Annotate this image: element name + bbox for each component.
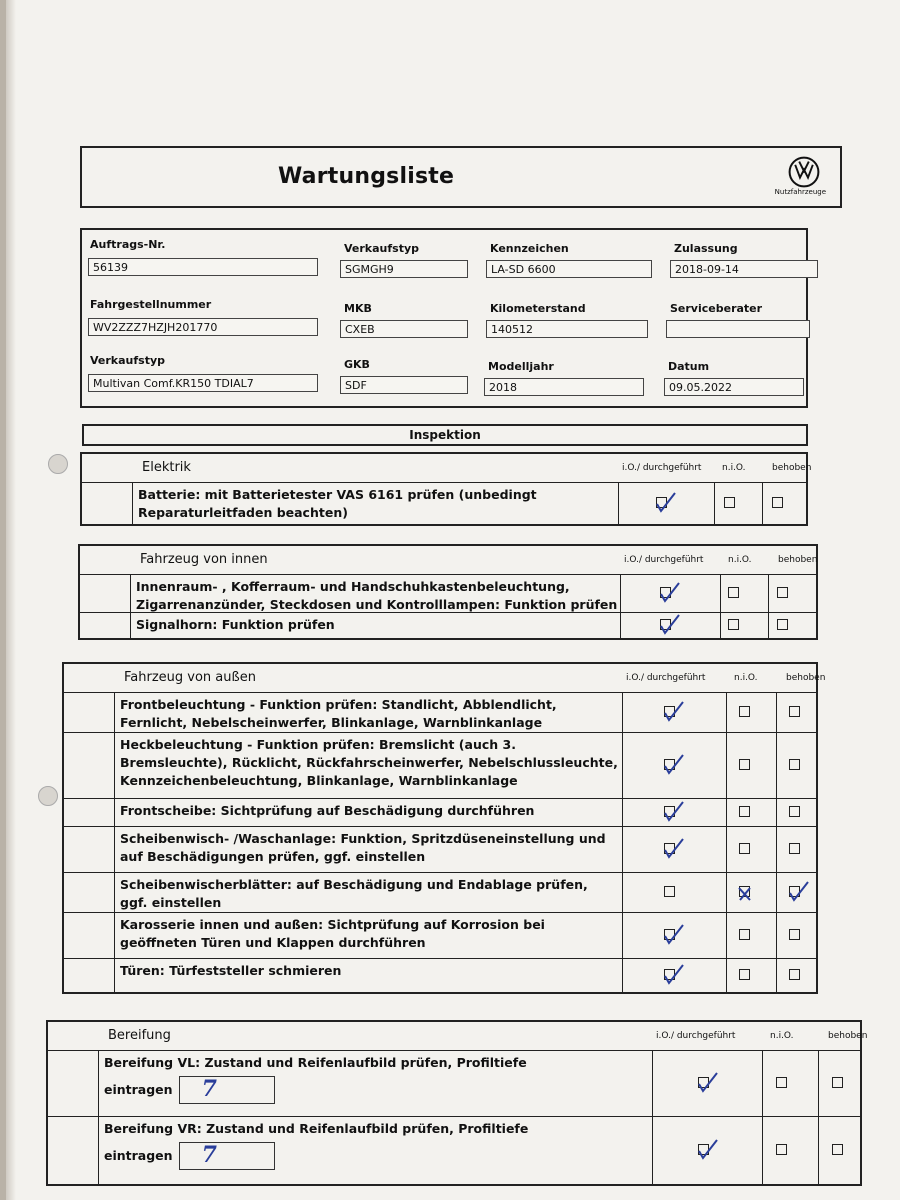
- task-line: Fernlicht, Nebelscheinwerfer, Blinkanlage, Warnblinkanlage: [120, 715, 543, 730]
- task-line: Signalhorn: Funktion prüfen: [136, 617, 335, 632]
- column-header-behoben: behoben: [786, 673, 826, 683]
- task-line: Kennzeichenbeleuchtung, Blinkanlage, Warnblinkanlage: [120, 773, 518, 788]
- checklist-row: [48, 1116, 860, 1184]
- checkbox-io[interactable]: [664, 886, 675, 897]
- task-line-label: eintragen: [104, 1148, 173, 1163]
- checkbox-nio[interactable]: [739, 969, 750, 980]
- task-description: [120, 962, 341, 980]
- task-line: Türen: Türfeststeller schmieren: [120, 963, 342, 978]
- task-description: [104, 1054, 527, 1104]
- column-divider: [622, 872, 623, 912]
- task-line: Frontbeleuchtung - Funktion prüfen: Standlicht, Abblendlicht,: [120, 697, 557, 712]
- column-divider: [776, 958, 777, 992]
- task-line: Zigarrenanzünder, Steckdosen und Kontrolllampen: Funktion prüfen: [136, 597, 618, 612]
- column-divider: [622, 692, 623, 732]
- checkbox-behoben[interactable]: [777, 619, 788, 630]
- vehicle-info-block: [80, 228, 808, 408]
- inspektion-header: Inspektion: [82, 424, 808, 446]
- section-title: Bereifung: [108, 1028, 171, 1043]
- kennzeichen-field: LA-SD 6600: [486, 260, 652, 278]
- checklist-row: [64, 692, 816, 733]
- checklist-row: [48, 1050, 860, 1117]
- checkmark-icon: [661, 921, 689, 945]
- kilometerstand-label: Kilometerstand: [490, 302, 586, 315]
- task-line: Frontscheibe: Sichtprüfung auf Beschädigung durchführen: [120, 803, 535, 818]
- checklist-section: [80, 452, 812, 526]
- checkbox-io[interactable]: [698, 1144, 709, 1155]
- checkbox-behoben[interactable]: [777, 587, 788, 598]
- kilometerstand-field: 140512: [486, 320, 648, 338]
- vw-logo-icon: [788, 156, 820, 188]
- checkbox-behoben[interactable]: [789, 806, 800, 817]
- task-line: Karosserie innen und außen: Sichtprüfung auf Korrosion bei: [120, 917, 545, 932]
- column-divider: [762, 1116, 763, 1184]
- datum-label: Datum: [668, 360, 710, 373]
- checkbox-behoben[interactable]: [832, 1077, 843, 1088]
- mkb-label: MKB: [344, 302, 372, 315]
- column-divider: [768, 612, 769, 638]
- checkbox-nio[interactable]: [739, 886, 750, 897]
- column-divider: [726, 732, 727, 798]
- checkbox-behoben[interactable]: [789, 706, 800, 717]
- checkmark-icon: [657, 611, 685, 635]
- auftrags-nr-field: 56139: [88, 258, 318, 276]
- checkbox-behoben[interactable]: [832, 1144, 843, 1155]
- profiltiefe-entry[interactable]: 7: [179, 1076, 275, 1104]
- checklist-row: [64, 826, 816, 873]
- column-divider: [622, 826, 623, 872]
- modelljahr-field: 2018: [484, 378, 644, 396]
- verkaufstyp-label: Verkaufstyp: [344, 242, 420, 255]
- column-divider: [776, 826, 777, 872]
- column-divider: [622, 912, 623, 958]
- document-header: [80, 146, 842, 208]
- row-margin-line: [114, 872, 115, 912]
- punch-hole: [48, 454, 68, 474]
- task-description: [120, 802, 534, 820]
- document-page: [6, 0, 900, 1200]
- checklist-section: [78, 544, 818, 640]
- task-line: [104, 1142, 528, 1170]
- column-header-io: i.O./ durchgeführt: [622, 463, 702, 473]
- checkmark-icon: [661, 698, 689, 722]
- column-divider: [622, 798, 623, 826]
- checkmark-icon: [661, 751, 689, 775]
- column-divider: [622, 958, 623, 992]
- task-line: Batterie: mit Batterietester VAS 6161 prüfen (unbedingt: [138, 487, 537, 502]
- mkb-field: CXEB: [340, 320, 468, 338]
- serviceberater-field: [666, 320, 810, 338]
- zulassung-label: Zulassung: [674, 242, 738, 255]
- row-margin-line: [132, 482, 133, 524]
- task-line: geöffneten Türen und Klappen durchführen: [120, 935, 426, 950]
- task-line: Bereifung VL: Zustand und Reifenlaufbild prüfen, Profiltiefe: [104, 1055, 527, 1070]
- column-divider: [776, 872, 777, 912]
- column-header-behoben: behoben: [772, 463, 812, 473]
- column-divider: [776, 798, 777, 826]
- row-margin-line: [114, 732, 115, 798]
- section-title: Elektrik: [142, 460, 191, 475]
- task-description: [120, 696, 557, 732]
- column-header-io: i.O./ durchgeführt: [656, 1031, 736, 1041]
- task-line: auf Beschädigungen prüfen, ggf. einstellen: [120, 849, 426, 864]
- column-divider: [620, 612, 621, 638]
- column-divider: [776, 692, 777, 732]
- column-divider: [768, 574, 769, 612]
- task-line: [104, 1076, 527, 1104]
- task-description: [120, 736, 618, 790]
- column-divider: [762, 1050, 763, 1116]
- fahrgestellnummer-label: Fahrgestellnummer: [90, 298, 212, 311]
- task-line: Innenraum- , Kofferraum- und Handschuhkastenbeleuchtung,: [136, 579, 570, 594]
- checkmark-icon: [661, 835, 689, 859]
- column-divider: [620, 574, 621, 612]
- checklist-row: [64, 958, 816, 992]
- task-description: [120, 830, 606, 866]
- checkbox-behoben[interactable]: [789, 843, 800, 854]
- row-margin-line: [114, 826, 115, 872]
- checkbox-nio[interactable]: [739, 929, 750, 940]
- row-margin-line: [114, 798, 115, 826]
- checkbox-nio[interactable]: [739, 843, 750, 854]
- task-line: Heckbeleuchtung - Funktion prüfen: Bremslicht (auch 3.: [120, 737, 516, 752]
- checkbox-behoben[interactable]: [772, 497, 783, 508]
- section-header: [82, 454, 812, 483]
- column-header-nio: n.i.O.: [728, 555, 752, 565]
- checkbox-nio[interactable]: [776, 1077, 787, 1088]
- column-divider: [776, 732, 777, 798]
- checkbox-io[interactable]: [664, 843, 675, 854]
- checkbox-nio[interactable]: [776, 1144, 787, 1155]
- checkbox-io[interactable]: [656, 497, 667, 508]
- checkmark-icon: [661, 961, 689, 985]
- checklist-row: [64, 872, 816, 913]
- row-margin-line: [114, 912, 115, 958]
- row-margin-line: [114, 692, 115, 732]
- serviceberater-label: Serviceberater: [670, 302, 763, 315]
- section-header: [64, 664, 826, 693]
- checkmark-icon: [657, 579, 685, 603]
- gkb-label: GKB: [344, 358, 370, 371]
- task-description: [138, 486, 537, 522]
- column-divider: [714, 482, 715, 524]
- zulassung-field: 2018-09-14: [670, 260, 818, 278]
- checkmark-icon: [786, 878, 814, 902]
- document-title: Wartungsliste: [278, 164, 455, 189]
- column-header-behoben: behoben: [778, 555, 818, 565]
- task-line: Reparaturleitfaden beachten): [138, 505, 348, 520]
- task-description: [120, 916, 545, 952]
- column-divider: [726, 826, 727, 872]
- checklist-row: [82, 482, 806, 524]
- checkbox-behoben[interactable]: [789, 969, 800, 980]
- checkmark-icon: [653, 489, 681, 513]
- verkaufstyp-field: SGMGH9: [340, 260, 468, 278]
- task-line: Bremsleuchte), Rücklicht, Rückfahrscheinwerfer, Nebelschlussleuchte,: [120, 755, 618, 770]
- column-divider: [726, 958, 727, 992]
- task-description: [136, 616, 335, 634]
- checkbox-nio[interactable]: [724, 497, 735, 508]
- column-divider: [622, 732, 623, 798]
- checklist-section: [62, 662, 826, 994]
- checkbox-io[interactable]: [660, 587, 671, 598]
- checkbox-io[interactable]: [664, 969, 675, 980]
- checkbox-behoben[interactable]: [789, 929, 800, 940]
- checkbox-nio[interactable]: [739, 706, 750, 717]
- column-divider: [652, 1050, 653, 1116]
- checkmark-icon: [661, 798, 689, 822]
- checklist-section: [46, 1020, 868, 1186]
- section-header: [80, 546, 816, 575]
- column-header-nio: n.i.O.: [722, 463, 746, 473]
- row-margin-line: [98, 1050, 99, 1116]
- checkbox-io[interactable]: [664, 929, 675, 940]
- checkbox-nio[interactable]: [728, 619, 739, 630]
- checkbox-io[interactable]: [664, 759, 675, 770]
- column-divider: [618, 482, 619, 524]
- checklist-row: [64, 798, 816, 827]
- task-description: [104, 1120, 528, 1170]
- row-margin-line: [98, 1116, 99, 1184]
- checklist-row: [64, 732, 816, 799]
- column-header-nio: n.i.O.: [770, 1031, 794, 1041]
- gkb-field: SDF: [340, 376, 468, 394]
- datum-field: 09.05.2022: [664, 378, 804, 396]
- kennzeichen-label: Kennzeichen: [490, 242, 569, 255]
- task-description: [136, 578, 617, 614]
- column-divider: [726, 692, 727, 732]
- checkbox-nio[interactable]: [728, 587, 739, 598]
- modelljahr-label: Modelljahr: [488, 360, 554, 373]
- task-line: ggf. einstellen: [120, 895, 222, 910]
- row-margin-line: [130, 612, 131, 638]
- row-margin-line: [130, 574, 131, 612]
- checklist-row: [80, 612, 816, 638]
- checkbox-nio[interactable]: [739, 806, 750, 817]
- column-divider: [726, 912, 727, 958]
- checkbox-nio[interactable]: [739, 759, 750, 770]
- task-line-label: eintragen: [104, 1082, 173, 1097]
- column-divider: [720, 612, 721, 638]
- checkmark-icon: [695, 1136, 723, 1160]
- checkbox-behoben[interactable]: [789, 759, 800, 770]
- checkmark-icon: [736, 878, 764, 902]
- page-edge: [6, 0, 16, 1200]
- brand-subtitle: Nutzfahrzeuge: [774, 188, 826, 196]
- column-divider: [762, 482, 763, 524]
- fahrgestellnummer-field: WV2ZZZ7HZJH201770: [88, 318, 318, 336]
- verkaufstyp-label: Verkaufstyp: [90, 354, 166, 367]
- column-header-nio: n.i.O.: [734, 673, 758, 683]
- column-divider: [818, 1050, 819, 1116]
- column-header-io: i.O./ durchgeführt: [624, 555, 704, 565]
- task-line: Bereifung VR: Zustand und Reifenlaufbild prüfen, Profiltiefe: [104, 1121, 529, 1136]
- row-margin-line: [114, 958, 115, 992]
- task-description: [120, 876, 588, 912]
- profiltiefe-entry[interactable]: 7: [179, 1142, 275, 1170]
- checkbox-io[interactable]: [660, 619, 671, 630]
- checkbox-io[interactable]: [698, 1077, 709, 1088]
- column-divider: [818, 1116, 819, 1184]
- column-divider: [726, 798, 727, 826]
- punch-hole: [38, 786, 58, 806]
- checkbox-behoben[interactable]: [789, 886, 800, 897]
- checkbox-io[interactable]: [664, 706, 675, 717]
- column-divider: [776, 912, 777, 958]
- auftrags-nr-label: Auftrags-Nr.: [90, 238, 166, 251]
- task-line: Scheibenwischerblätter: auf Beschädigung und Endablage prüfen,: [120, 877, 588, 892]
- verkaufstyp-field: Multivan Comf.KR150 TDIAL7: [88, 374, 318, 392]
- checklist-row: [64, 912, 816, 959]
- section-header: [48, 1022, 868, 1051]
- column-header-io: i.O./ durchgeführt: [626, 673, 706, 683]
- column-divider: [726, 872, 727, 912]
- column-header-behoben: behoben: [828, 1031, 868, 1041]
- section-title: Fahrzeug von außen: [124, 670, 256, 685]
- column-divider: [720, 574, 721, 612]
- checkbox-io[interactable]: [664, 806, 675, 817]
- checkmark-icon: [695, 1069, 723, 1093]
- column-divider: [652, 1116, 653, 1184]
- section-title: Fahrzeug von innen: [140, 552, 268, 567]
- checklist-row: [80, 574, 816, 613]
- task-line: Scheibenwisch- /Waschanlage: Funktion, Spritzdüseneinstellung und: [120, 831, 606, 846]
